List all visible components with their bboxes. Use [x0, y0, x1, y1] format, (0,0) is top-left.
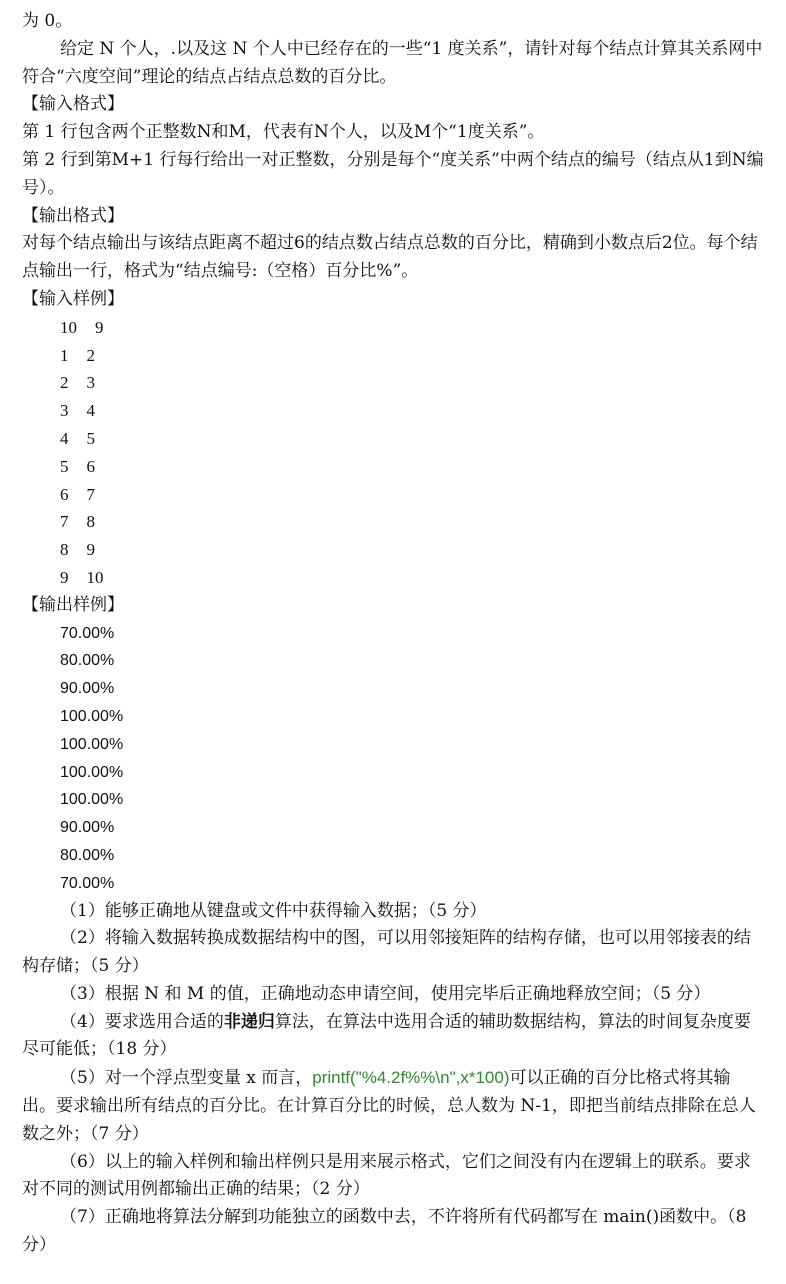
input-sample-row	[22, 314, 764, 342]
sample-a: 9	[60, 567, 69, 587]
sample-a: 1	[60, 345, 69, 365]
input-sample-row	[22, 564, 764, 592]
sample-b: 7	[86, 484, 95, 504]
sample-a: 2	[60, 373, 69, 393]
input-format-heading: 【输入格式】	[22, 94, 124, 115]
output-format-text: 对每个结点输出与该结点距离不超过6的结点数占结点总数的百分比，精确到小数点后2位。每个结点输出一行，格式为“结点编号:（空格）百分比%”。	[22, 233, 758, 282]
requirement-4	[22, 1009, 764, 1065]
output-sample-row: 70.00%	[60, 874, 115, 892]
intro-paragraph: 给定 N 个人，.以及这 N 个人中已经存在的一些“1 度关系”，请针对每个结点计算其关系网中符合“六度空间”理论的结点占结点总数的百分比。	[22, 38, 763, 87]
sample-a: 3	[60, 401, 69, 421]
requirements-list	[22, 898, 764, 1260]
requirement-3: （3）根据 N 和 M 的值，正确地动态申请空间，使用完毕后正确地释放空间；（5 分）	[60, 983, 711, 1004]
input-sample-heading: 【输入样例】	[22, 288, 124, 309]
input-format-line1: 第 1 行包含两个正整数N和M，代表有N个人，以及M个“1度关系”。	[22, 122, 545, 143]
output-format-heading: 【输出格式】	[22, 205, 124, 226]
input-sample-row	[22, 342, 764, 370]
sample-b: 8	[86, 512, 95, 532]
requirement-5-code: printf("%4.2f%%\n",x*100)	[312, 1068, 510, 1088]
input-sample-row	[22, 369, 764, 397]
intro-line0: 为 0。	[22, 11, 73, 31]
output-sample-row: 70.00%	[60, 624, 115, 642]
sample-b: 10	[86, 567, 104, 587]
sample-b: 9	[95, 317, 104, 337]
input-sample-row	[22, 536, 764, 564]
output-sample-block	[22, 620, 764, 898]
input-sample-row	[22, 453, 764, 481]
output-sample-row: 80.00%	[60, 846, 115, 864]
sample-a: 4	[60, 428, 69, 448]
sample-b: 5	[86, 428, 95, 448]
requirement-6: （6）以上的输入样例和输出样例只是用来展示格式，它们之间没有内在逻辑上的联系。要求对不同的测试用例都输出正确的结果；（2 分）	[22, 1151, 751, 1200]
requirement-2: （2）将输入数据转换成数据结构中的图，可以用邻接矩阵的结构存储，也可以用邻接表的结构存储；（5 分）	[22, 928, 751, 977]
input-sample-block	[22, 314, 764, 592]
sample-a: 7	[60, 512, 69, 532]
sample-a: 6	[60, 484, 69, 504]
output-sample-row: 100.00%	[60, 791, 124, 809]
input-sample-row	[22, 508, 764, 536]
requirement-4-text-b: 算法，在算法中选用合适的辅助数据结构，算法的时间复杂度要尽可能低；（18 分）	[22, 1011, 751, 1060]
requirement-5-text-a: （5）对一个浮点型变量 x 而言，	[60, 1068, 313, 1089]
requirement-5-text-b: 可以正确的百分比格式将其输出。要求输出所有结点的百分比。在计算百分比的时候，总人数为 N-1，即把当前结点排除在总人数之外；（7 分）	[22, 1068, 756, 1144]
output-sample-row: 90.00%	[60, 680, 115, 698]
output-sample-heading: 【输出样例】	[22, 594, 124, 615]
requirement-7: （7）正确地将算法分解到功能独立的函数中去，不许将所有代码都写在 main()函数中。（8 分）	[22, 1207, 747, 1256]
sample-a: 8	[60, 540, 69, 560]
input-sample-row	[22, 397, 764, 425]
sample-b: 9	[86, 540, 95, 560]
requirement-4-emphasis: 非递归	[223, 1011, 275, 1032]
sample-a: 5	[60, 456, 69, 476]
sample-b: 3	[86, 373, 95, 393]
requirement-4-text-a: （4）要求选用合适的	[60, 1011, 224, 1032]
input-sample-row	[22, 481, 764, 509]
sample-b: 4	[86, 401, 95, 421]
sample-a: 10	[60, 317, 77, 337]
input-sample-row	[22, 425, 764, 453]
output-sample-row: 100.00%	[60, 735, 124, 753]
requirement-5	[22, 1064, 764, 1148]
output-sample-row: 100.00%	[60, 763, 124, 781]
sample-b: 6	[86, 456, 95, 476]
sample-b: 2	[86, 345, 95, 365]
output-sample-row: 80.00%	[60, 652, 115, 670]
input-format-line2: 第 2 行到第M+1 行每行给出一对正整数，分别是每个“度关系”中两个结点的编号（结点从1到N编号）。	[22, 149, 764, 198]
output-sample-row: 90.00%	[60, 819, 115, 837]
output-sample-row: 100.00%	[60, 707, 124, 725]
requirement-1: （1）能够正确地从键盘或文件中获得输入数据；（5 分）	[60, 900, 487, 921]
